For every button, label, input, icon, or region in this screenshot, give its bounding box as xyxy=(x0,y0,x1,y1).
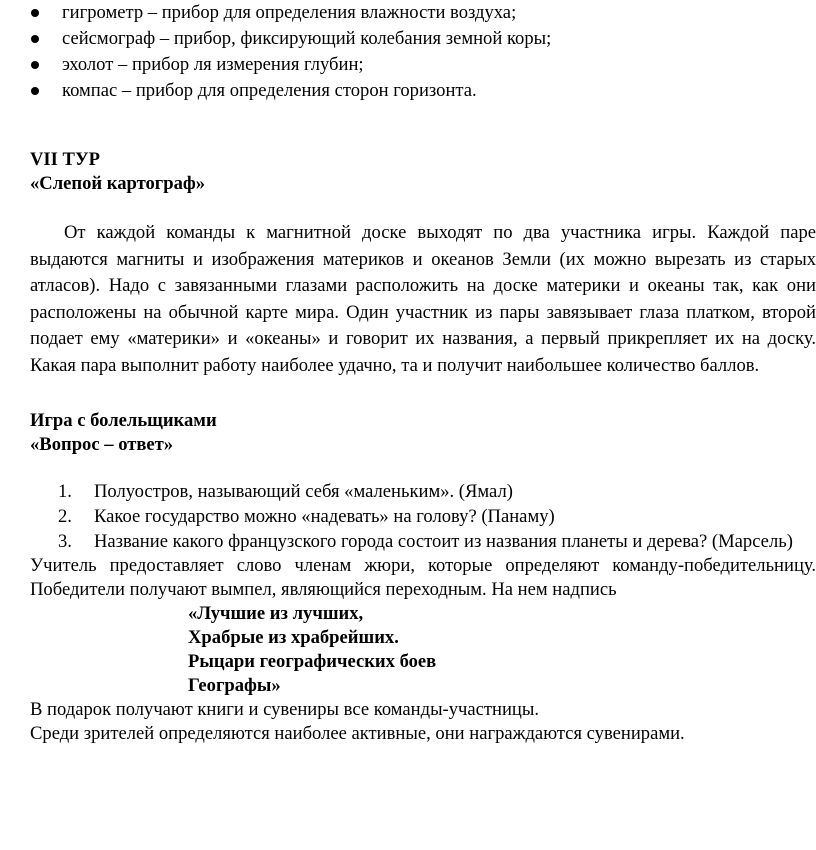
document-page xyxy=(30,0,816,746)
tour-number: VII ТУР xyxy=(30,149,100,170)
list-item: 2. Какое государство можно «надевать» на голову? (Панаму) xyxy=(58,506,555,527)
bullet-icon xyxy=(31,35,39,43)
instrument-list xyxy=(30,0,816,104)
closing-paragraph: Учитель предоставляет слово членам жюри, которые определяют команду-победительницу. Победители получают вымпел, являющийся переходным. На нем надпись xyxy=(30,555,816,600)
list-item: 3. Название какого французского города состоит из названия планеты и дерева? (Марсель) xyxy=(58,531,793,552)
fan-game-title: Игра с болельщиками xyxy=(30,410,217,431)
list-item: эхолот – прибор ля измерения глубин; xyxy=(30,52,816,78)
bullet-icon xyxy=(31,61,39,69)
bullet-icon xyxy=(31,87,39,95)
pennant-motto: «Лучшие из лучших, Храбрые из храбрейших. Рыцари географических боев Географы» xyxy=(188,603,437,696)
list-item: гигрометр – прибор для определения влажности воздуха; xyxy=(30,0,816,26)
question-list xyxy=(30,479,816,554)
fan-game-subtitle: «Вопрос – ответ» xyxy=(30,434,174,455)
spectators-line: Среди зрителей определяются наиболее активные, они награждаются сувенирами. xyxy=(30,723,685,744)
list-item: сейсмограф – прибор, фиксирующий колебания земной коры; xyxy=(30,26,816,52)
tour-description: От каждой команды к магнитной доске выходят по два участника игры. Каждой паре выдаются магниты и изображения материков и океанов Земли (их можно вырезать из старых атласов). Надо с завязанными глазами расположить на доске материки и океаны так, как они расположены на обычной карте мира. Один участник из пары завязывает глаза платком, второй подает ему «материки» и «океаны» и говорит их названия, а первый прикрепляет их на доску. Какая пара выполнит работу наиболее удачно, та и получит наибольшее количество баллов. xyxy=(30,222,816,376)
tour-title: «Слепой картограф» xyxy=(30,173,206,194)
list-item: 1. Полуостров, называющий себя «маленьким». (Ямал) xyxy=(58,481,513,502)
bullet-icon xyxy=(31,9,39,17)
list-item: компас – прибор для определения сторон горизонта. xyxy=(30,78,816,104)
gifts-line: В подарок получают книги и сувениры все команды-участницы. xyxy=(30,699,540,720)
